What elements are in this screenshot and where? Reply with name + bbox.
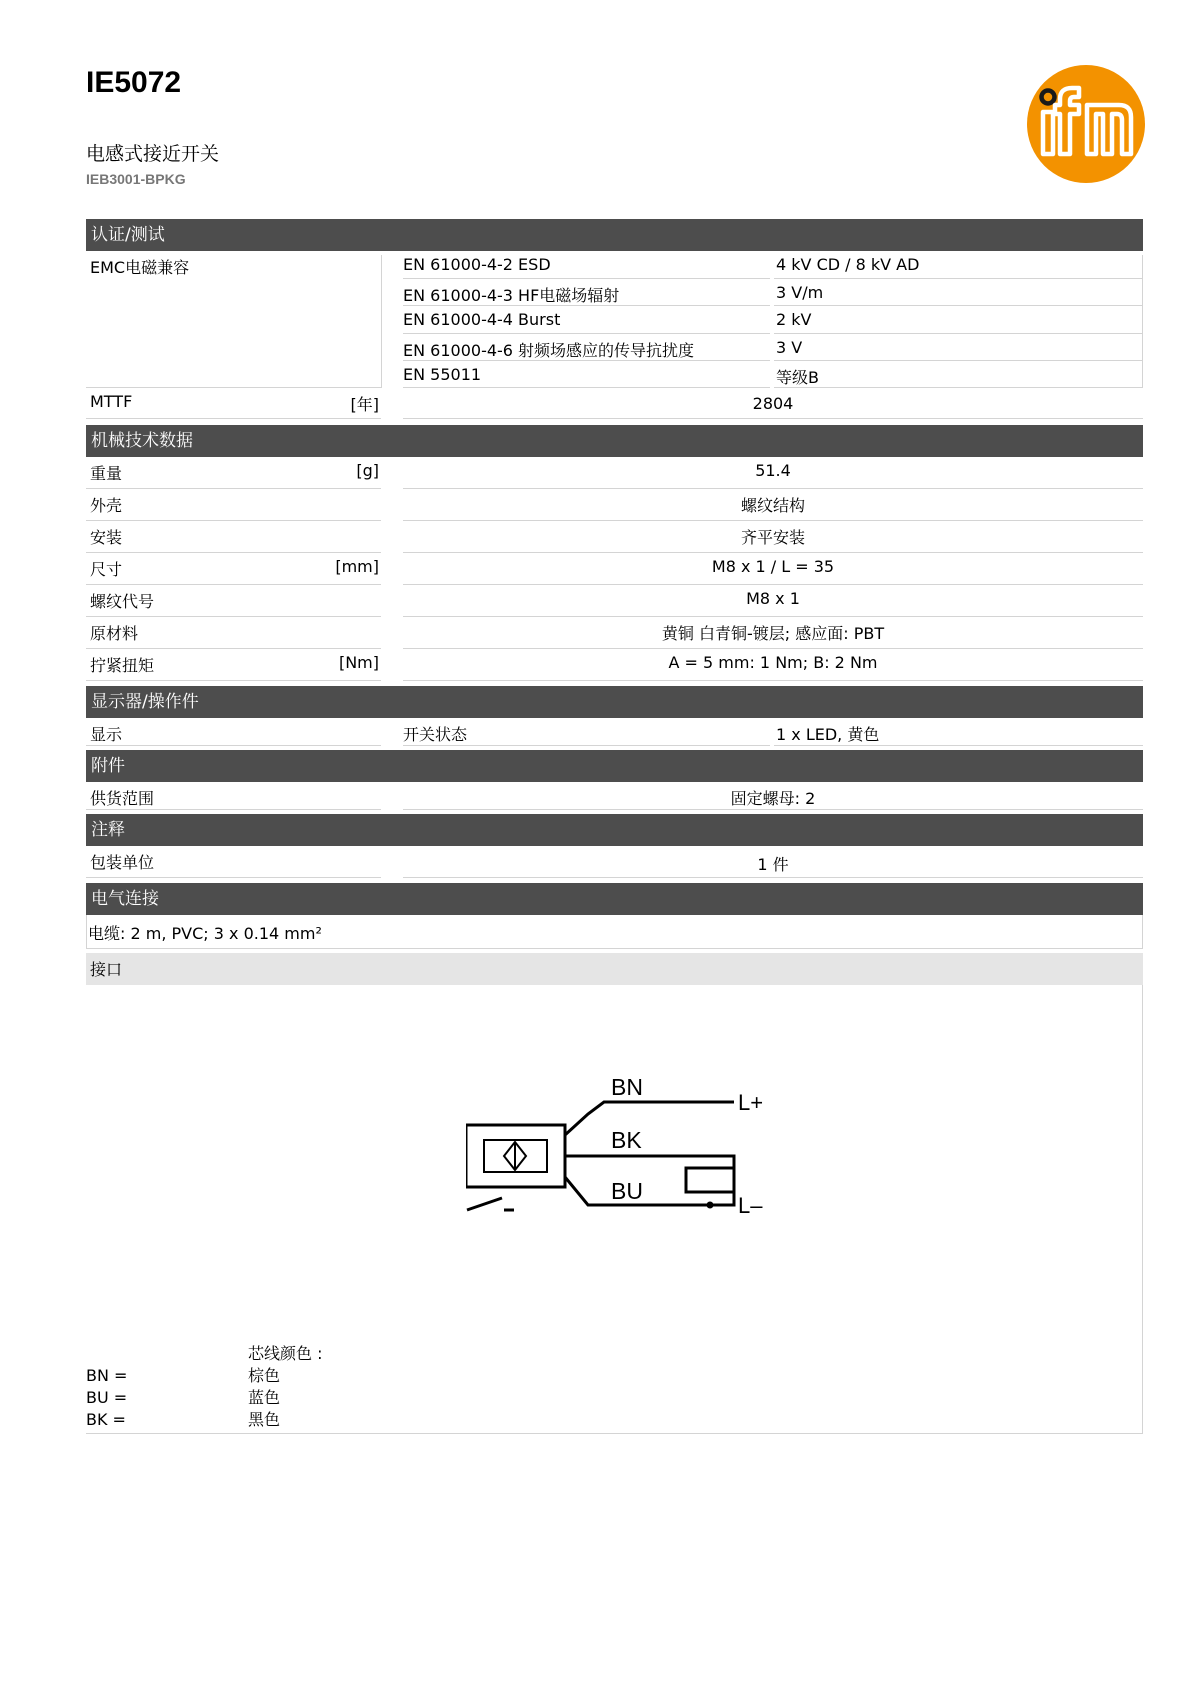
legend-code: BN = — [86, 1366, 128, 1385]
spec-value: M8 x 1 — [746, 589, 800, 608]
section-header-electrical: 电气连接 — [86, 883, 1143, 915]
ifm-logo — [1026, 64, 1146, 184]
wiring-diagram — [466, 1070, 796, 1240]
emc-row — [86, 251, 1143, 279]
emc-standard: EN 61000-4-2 ESD — [403, 255, 551, 274]
legend-row — [86, 1409, 386, 1431]
notes-value: 1 件 — [757, 855, 789, 874]
spec-label: 螺纹代号 — [90, 592, 155, 611]
divider — [403, 680, 1143, 681]
wire-label-bn: BN — [611, 1074, 643, 1100]
product-code: IE5072 — [86, 66, 182, 99]
section-header-approvals: 认证/测试 — [86, 219, 1143, 251]
spec-row — [86, 553, 1143, 585]
divider — [403, 877, 1143, 878]
emc-standard: EN 55011 — [403, 365, 482, 384]
emc-standard: EN 61000-4-6 射频场感应的传导抗扰度 — [403, 341, 695, 360]
product-description: 电感式接近开关 — [86, 143, 220, 165]
emc-value: 3 V — [776, 338, 803, 357]
divider — [86, 877, 381, 878]
spec-label: 尺寸 — [90, 560, 123, 579]
divider — [774, 745, 1143, 746]
spec-row — [86, 617, 1143, 649]
spec-value: M8 x 1 / L = 35 — [711, 557, 835, 576]
terminal-l-plus: L+ — [738, 1090, 764, 1115]
notes-row — [86, 846, 1143, 878]
emc-label: EMC电磁兼容 — [90, 258, 190, 277]
emc-standard: EN 61000-4-3 HF电磁场辐射 — [403, 286, 620, 305]
spec-table — [86, 219, 1143, 1434]
emc-row — [86, 334, 1143, 361]
wire-color-legend — [86, 1365, 386, 1431]
emc-standard: EN 61000-4-4 Burst — [403, 310, 561, 329]
accessory-label: 供货范围 — [90, 789, 155, 808]
spec-row — [86, 585, 1143, 617]
spec-unit: [Nm] — [338, 653, 379, 672]
spec-label: 外壳 — [90, 496, 123, 515]
accessory-row — [86, 782, 1143, 810]
section-header-notes: 注释 — [86, 814, 1143, 846]
emc-value: 3 V/m — [776, 283, 824, 302]
spec-label: 重量 — [90, 464, 123, 483]
spec-row — [86, 457, 1143, 489]
emc-group — [86, 251, 1143, 388]
mttf-unit: [年] — [350, 395, 379, 414]
notes-label: 包装单位 — [90, 853, 155, 872]
cable-spec: 电缆: 2 m, PVC; 3 x 0.14 mm² — [88, 924, 322, 943]
legend-color: 蓝色 — [248, 1388, 281, 1407]
accessory-value: 固定螺母: 2 — [730, 789, 816, 808]
divider — [86, 418, 381, 419]
mttf-row — [86, 388, 1143, 419]
divider — [86, 680, 381, 681]
spec-label: 安装 — [90, 528, 123, 547]
divider — [86, 745, 381, 746]
divider — [86, 809, 381, 810]
spec-row — [86, 649, 1143, 681]
spec-row — [86, 489, 1143, 521]
legend-row — [86, 1387, 386, 1409]
emc-value: 4 kV CD / 8 kV AD — [776, 255, 920, 274]
interface-box — [86, 985, 1143, 1434]
emc-row — [86, 306, 1143, 334]
terminal-l-minus: L– — [738, 1193, 763, 1218]
display-value: 1 x LED, 黄色 — [776, 725, 880, 744]
spec-label: 拧紧扭矩 — [90, 656, 155, 675]
legend-code: BU = — [86, 1388, 128, 1407]
spec-unit: [mm] — [335, 557, 379, 576]
display-label: 显示 — [90, 725, 123, 744]
legend-row — [86, 1365, 386, 1387]
spec-value: 齐平安装 — [740, 528, 805, 547]
mttf-label: MTTF — [90, 392, 133, 411]
divider — [403, 809, 1143, 810]
emc-value: 等级B — [776, 368, 819, 387]
section-header-accessories: 附件 — [86, 750, 1143, 782]
emc-value: 2 kV — [776, 310, 812, 329]
emc-row — [86, 279, 1143, 306]
legend-color: 棕色 — [248, 1366, 281, 1385]
spec-value: 黄铜 白青铜-镀层; 感应面: PBT — [661, 624, 885, 643]
wire-label-bk: BK — [611, 1127, 642, 1153]
spec-row — [86, 521, 1143, 553]
section-header-display: 显示器/操作件 — [86, 686, 1143, 718]
divider — [403, 745, 770, 746]
divider — [403, 418, 1143, 419]
spec-unit: [g] — [356, 461, 379, 480]
wire-color-legend-title: 芯线颜色 : — [248, 1344, 323, 1363]
display-item: 开关状态 — [403, 725, 468, 744]
spec-value: 螺纹结构 — [740, 496, 805, 515]
spec-value: 51.4 — [755, 461, 791, 480]
emc-row — [86, 361, 1143, 388]
interface-header: 接口 — [86, 953, 1143, 985]
mttf-value: 2804 — [752, 394, 794, 413]
legend-color: 黑色 — [248, 1410, 281, 1429]
section-header-mechanical: 机械技术数据 — [86, 425, 1143, 457]
article-number: IEB3001-BPKG — [86, 171, 186, 187]
spec-label: 原材料 — [90, 624, 139, 643]
cable-row — [86, 915, 1143, 949]
legend-code: BK = — [86, 1410, 126, 1429]
spec-value: A = 5 mm: 1 Nm; B: 2 Nm — [668, 653, 878, 672]
display-row — [86, 718, 1143, 746]
wire-label-bu: BU — [611, 1178, 643, 1204]
